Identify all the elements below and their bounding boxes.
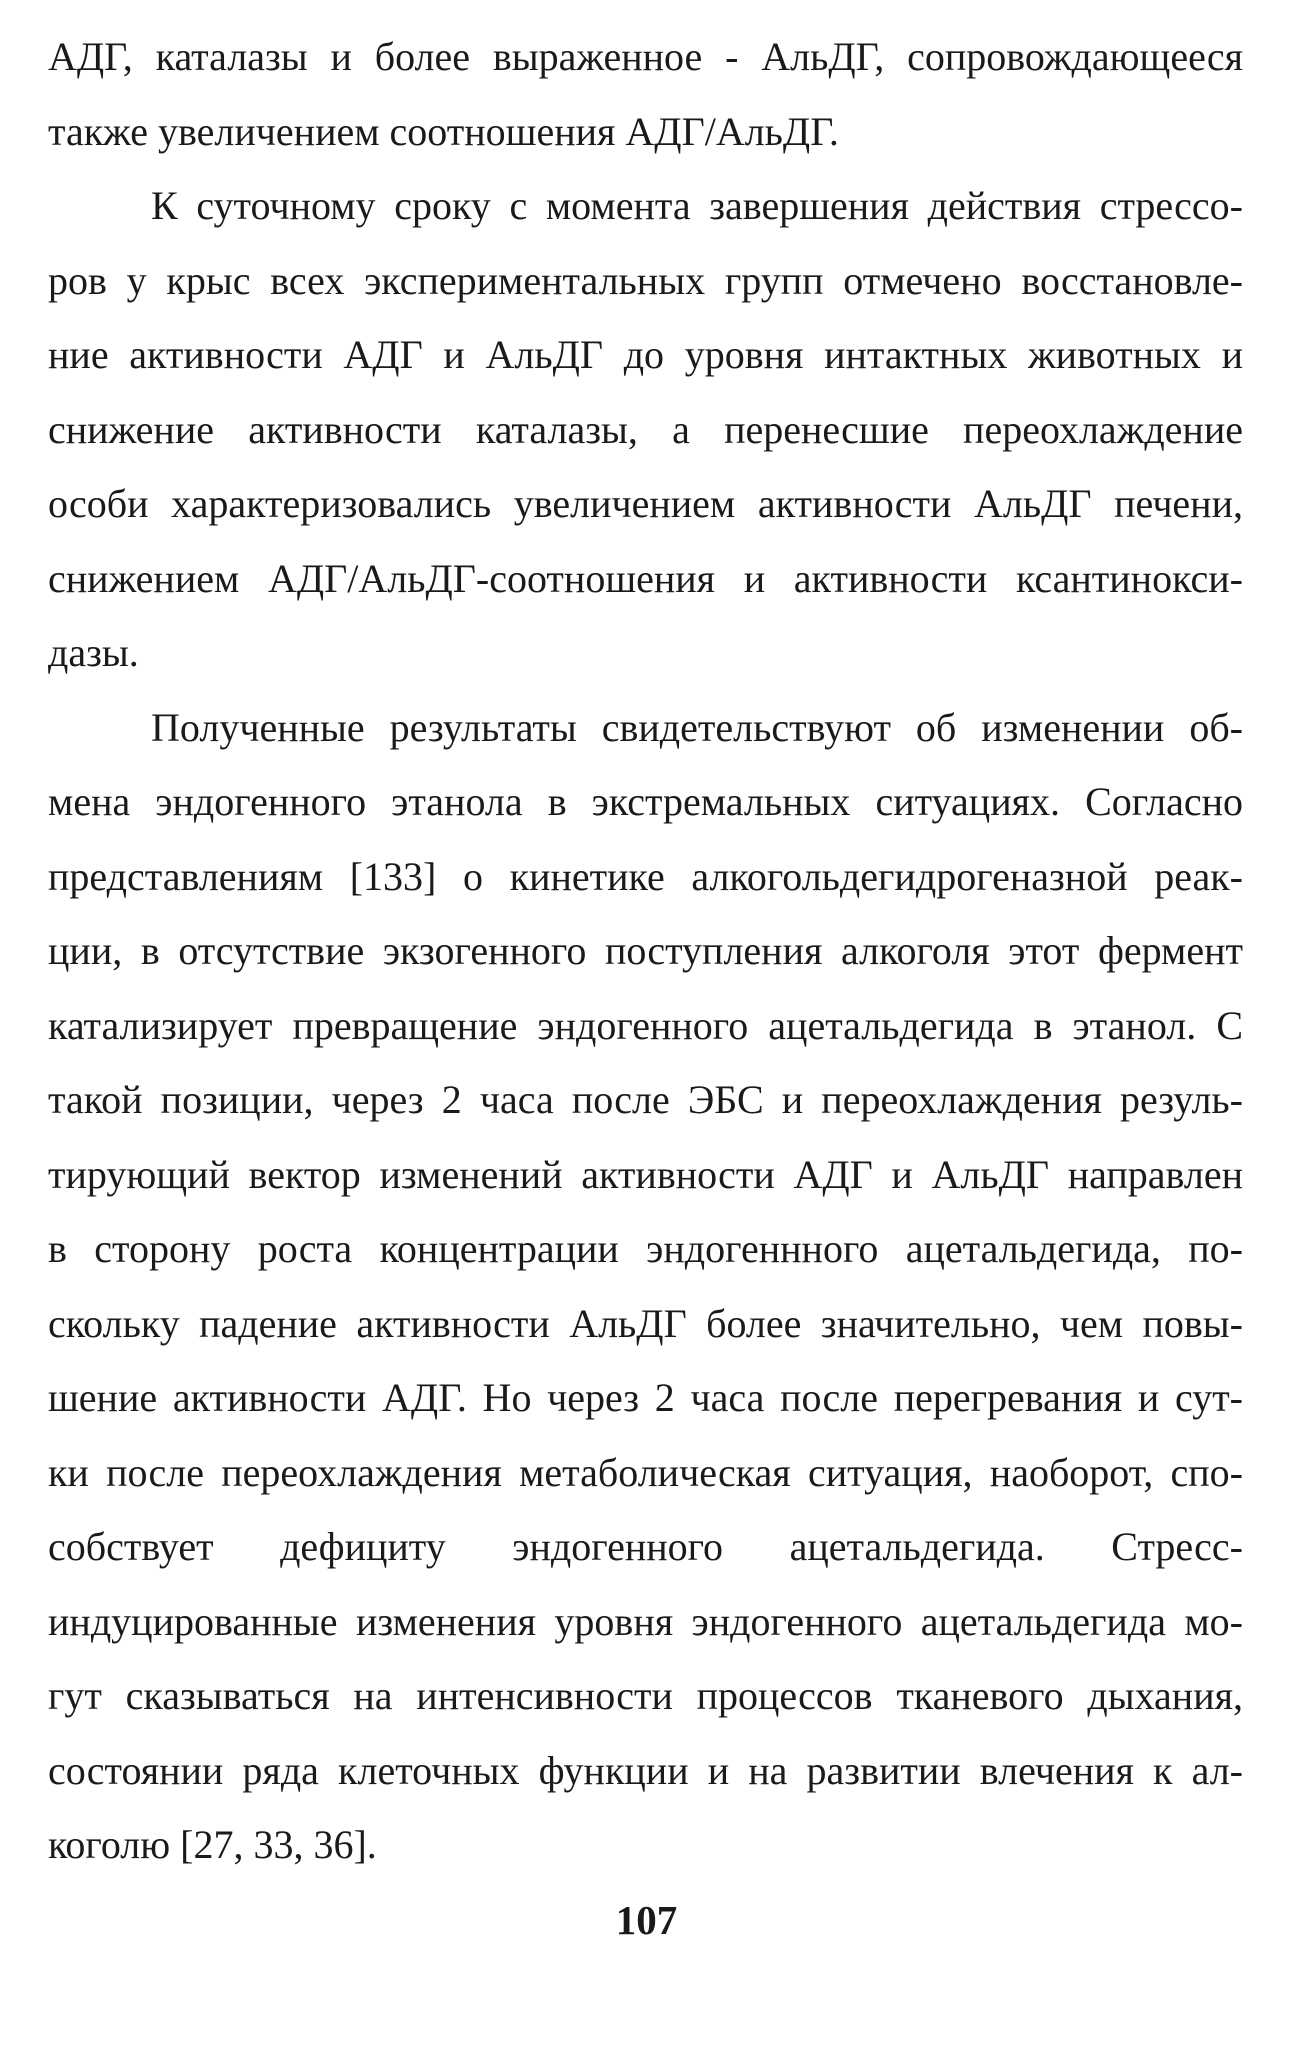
text-line: мена эндогенного этанола в экстремальных ситуациях. Согласно xyxy=(48,779,1243,824)
document-page xyxy=(48,20,1243,1883)
text-line: снижение активности каталазы, а перенесшие переохлаждение xyxy=(48,406,1243,452)
text-line: состоянии ряда клеточных функции и на развитии влечения к ал- xyxy=(48,1747,1243,1793)
text-line: ров у крыс всех экспериментальных групп отмечено восстановле- xyxy=(48,257,1243,303)
text-line: собствует дефициту эндогенного ацетальдегида. Стресс- xyxy=(48,1524,1243,1569)
text-line: особи характеризовались увеличением активности АльДГ печени, xyxy=(48,481,1243,526)
text-line: гут сказываться на интенсивности процессов тканевого дыхания, xyxy=(48,1673,1243,1718)
text-line: Полученные результаты свидетельствуют об изменении об- xyxy=(151,704,1243,750)
text-line: К суточному сроку с момента завершения действия стрессо- xyxy=(151,183,1243,228)
text-line: шение активности АДГ. Но через 2 часа после перегревания и сут- xyxy=(48,1375,1243,1420)
paragraph-1 xyxy=(48,20,1243,169)
text-line: катализирует превращение эндогенного ацетальдегида в этанол. С xyxy=(48,1002,1243,1048)
text-line: в сторону роста концентрации эндогеннного ацетальдегида, по- xyxy=(48,1226,1243,1271)
text-line: ки после переохлаждения метаболическая ситуация, наоборот, спо- xyxy=(48,1449,1243,1495)
text-line: индуцированные изменения уровня эндогенного ацетальдегида мо- xyxy=(48,1598,1243,1644)
paragraph-2 xyxy=(48,169,1243,691)
text-line: коголю [27, 33, 36]. xyxy=(48,1822,377,1867)
text-line: ции, в отсутствие экзогенного поступления алкоголя этот фермент xyxy=(48,928,1243,973)
text-line: дазы. xyxy=(48,630,139,675)
paragraph-3 xyxy=(48,691,1243,1883)
page-number: 107 xyxy=(615,1897,678,1943)
text-line: снижением АДГ/АльДГ-соотношения и активности ксантинокси- xyxy=(48,555,1243,601)
text-line: ние активности АДГ и АльДГ до уровня интактных животных и xyxy=(48,332,1243,377)
text-line: такой позиции, через 2 часа после ЭБС и переохлаждения резуль- xyxy=(48,1077,1243,1122)
text-line: представлениям [133] о кинетике алкогольдегидрогеназной реак- xyxy=(48,853,1243,899)
text-line: АДГ, каталазы и более выраженное - АльДГ, сопровождающееся xyxy=(48,34,1243,79)
text-line: скольку падение активности АльДГ более значительно, чем повы- xyxy=(48,1300,1243,1346)
text-line: также увеличением соотношения АДГ/АльДГ. xyxy=(48,108,839,154)
text-line: тирующий вектор изменений активности АДГ и АльДГ направлен xyxy=(48,1151,1243,1197)
